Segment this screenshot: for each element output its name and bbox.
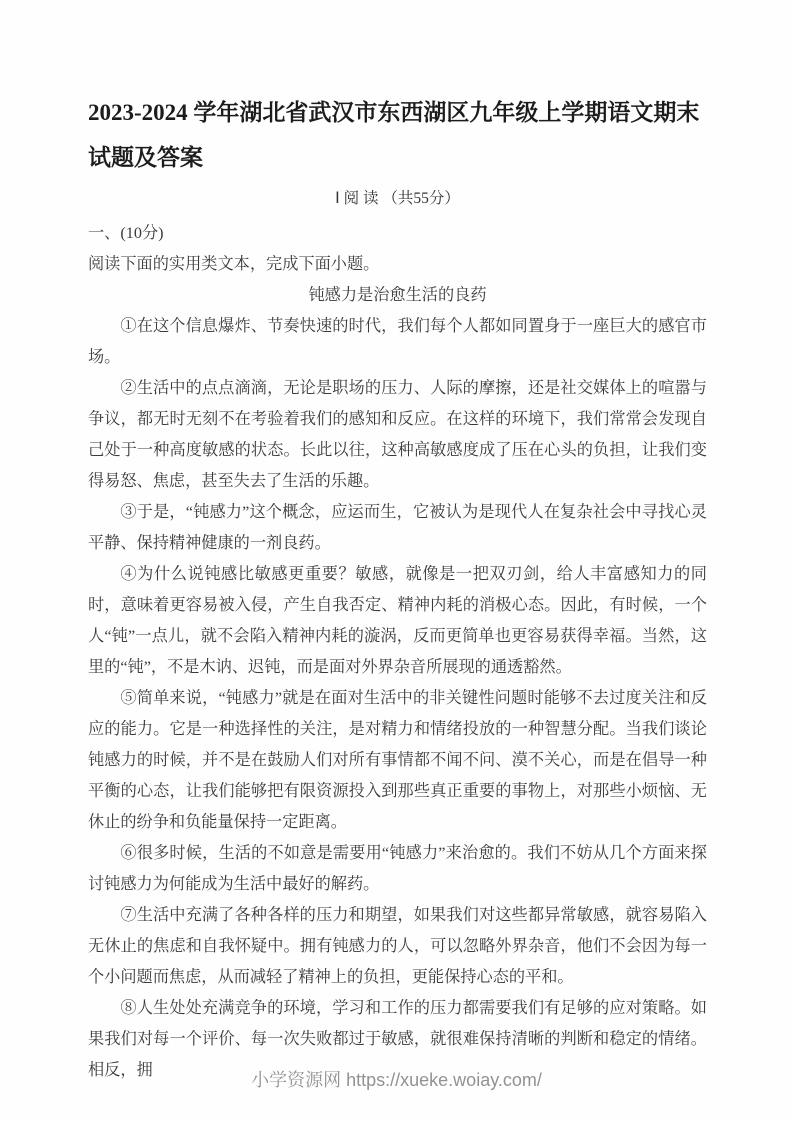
document-content xyxy=(88,90,707,1086)
article-paragraph-8: ⑧人生处处充满竞争的环境，学习和工作的压力都需要我们有足够的应对策略。如果我们对每一个评价、每一次失败都过于敏感，就很难保持清晰的判断和稳定的情绪。相反，拥 xyxy=(88,999,707,1079)
article-paragraph-7: ⑦生活中充满了各种各样的压力和期望，如果我们对这些都异常敏感，就容易陷入无休止的焦虑和自我怀疑中。拥有钝感力的人，可以忽略外界杂音，他们不会因为每一个小问题而焦虑，从而减轻了精神上的负担，更能保持心态的平和。 xyxy=(88,906,707,986)
reading-instruction: 阅读下面的实用类文本，完成下面小题。 xyxy=(88,255,380,273)
footer-site-name: 小学资源网 xyxy=(251,1070,342,1090)
document-body xyxy=(88,218,707,1086)
article-paragraph-3: ③于是，“钝感力”这个概念，应运而生，它被认为是现代人在复杂社会中寻找心灵平静、保持精神健康的一剂良药。 xyxy=(88,503,707,552)
article-paragraph-6: ⑥很多时候，生活的不如意是需要用“钝感力”来治愈的。我们不妨从几个方面来探讨钝感力为何能成为生活中最好的解药。 xyxy=(88,844,707,893)
footer-watermark xyxy=(0,1066,793,1094)
footer-url: https://xueke.woiay.com/ xyxy=(346,1070,542,1090)
article-title: 钝感力是治愈生活的良药 xyxy=(308,286,487,304)
article-paragraph-1: ①在这个信息爆炸、节奏快速的时代，我们每个人都如同置身于一座巨大的感官市场。 xyxy=(88,317,707,366)
article-paragraph-4: ④为什么说钝感比敏感更重要？敏感，就像是一把双刃剑，给人丰富感知力的同时，意味着更容易被入侵，产生自我否定、精神内耗的消极心态。因此，有时候，一个人“钝”一点儿，就不会陷入精神内耗的漩涡，反而更简单也更容易获得幸福。当然，这里的“钝”，不是木讷、迟钝，而是面对外界杂音所展现的通透豁然。 xyxy=(88,565,707,676)
page-title: 2023-2024 学年湖北省武汉市东西湖区九年级上学期语文期末试题及答案 xyxy=(88,100,700,170)
article-paragraph-5: ⑤简单来说，“钝感力”就是在面对生活中的非关键性问题时能够不去过度关注和反应的能力。它是一种选择性的关注，是对精力和情绪投放的一种智慧分配。当我们谈论钝感力的时候，并不是在鼓励人们对所有事情都不闻不问、漠不关心，而是在倡导一种平衡的心态，让我们能够把有限资源投入到那些真正重要的事物上，对那些小烦恼、无休止的纷争和负能量保持一定距离。 xyxy=(88,689,707,831)
question-number: 一、(10分) xyxy=(88,224,164,242)
section-header: Ⅰ 阅 读 （共55分） xyxy=(335,190,460,207)
article-paragraph-2: ②生活中的点点滴滴，无论是职场的压力、人际的摩擦，还是社交媒体上的喧嚣与争议，都无时无刻不在考验着我们的感知和反应。在这样的环境下，我们常常会发现自己处于一种高度敏感的状态。长此以往，这种高敏感度成了压在心头的负担，让我们变得易怒、焦虑，甚至失去了生活的乐趣。 xyxy=(88,379,707,490)
